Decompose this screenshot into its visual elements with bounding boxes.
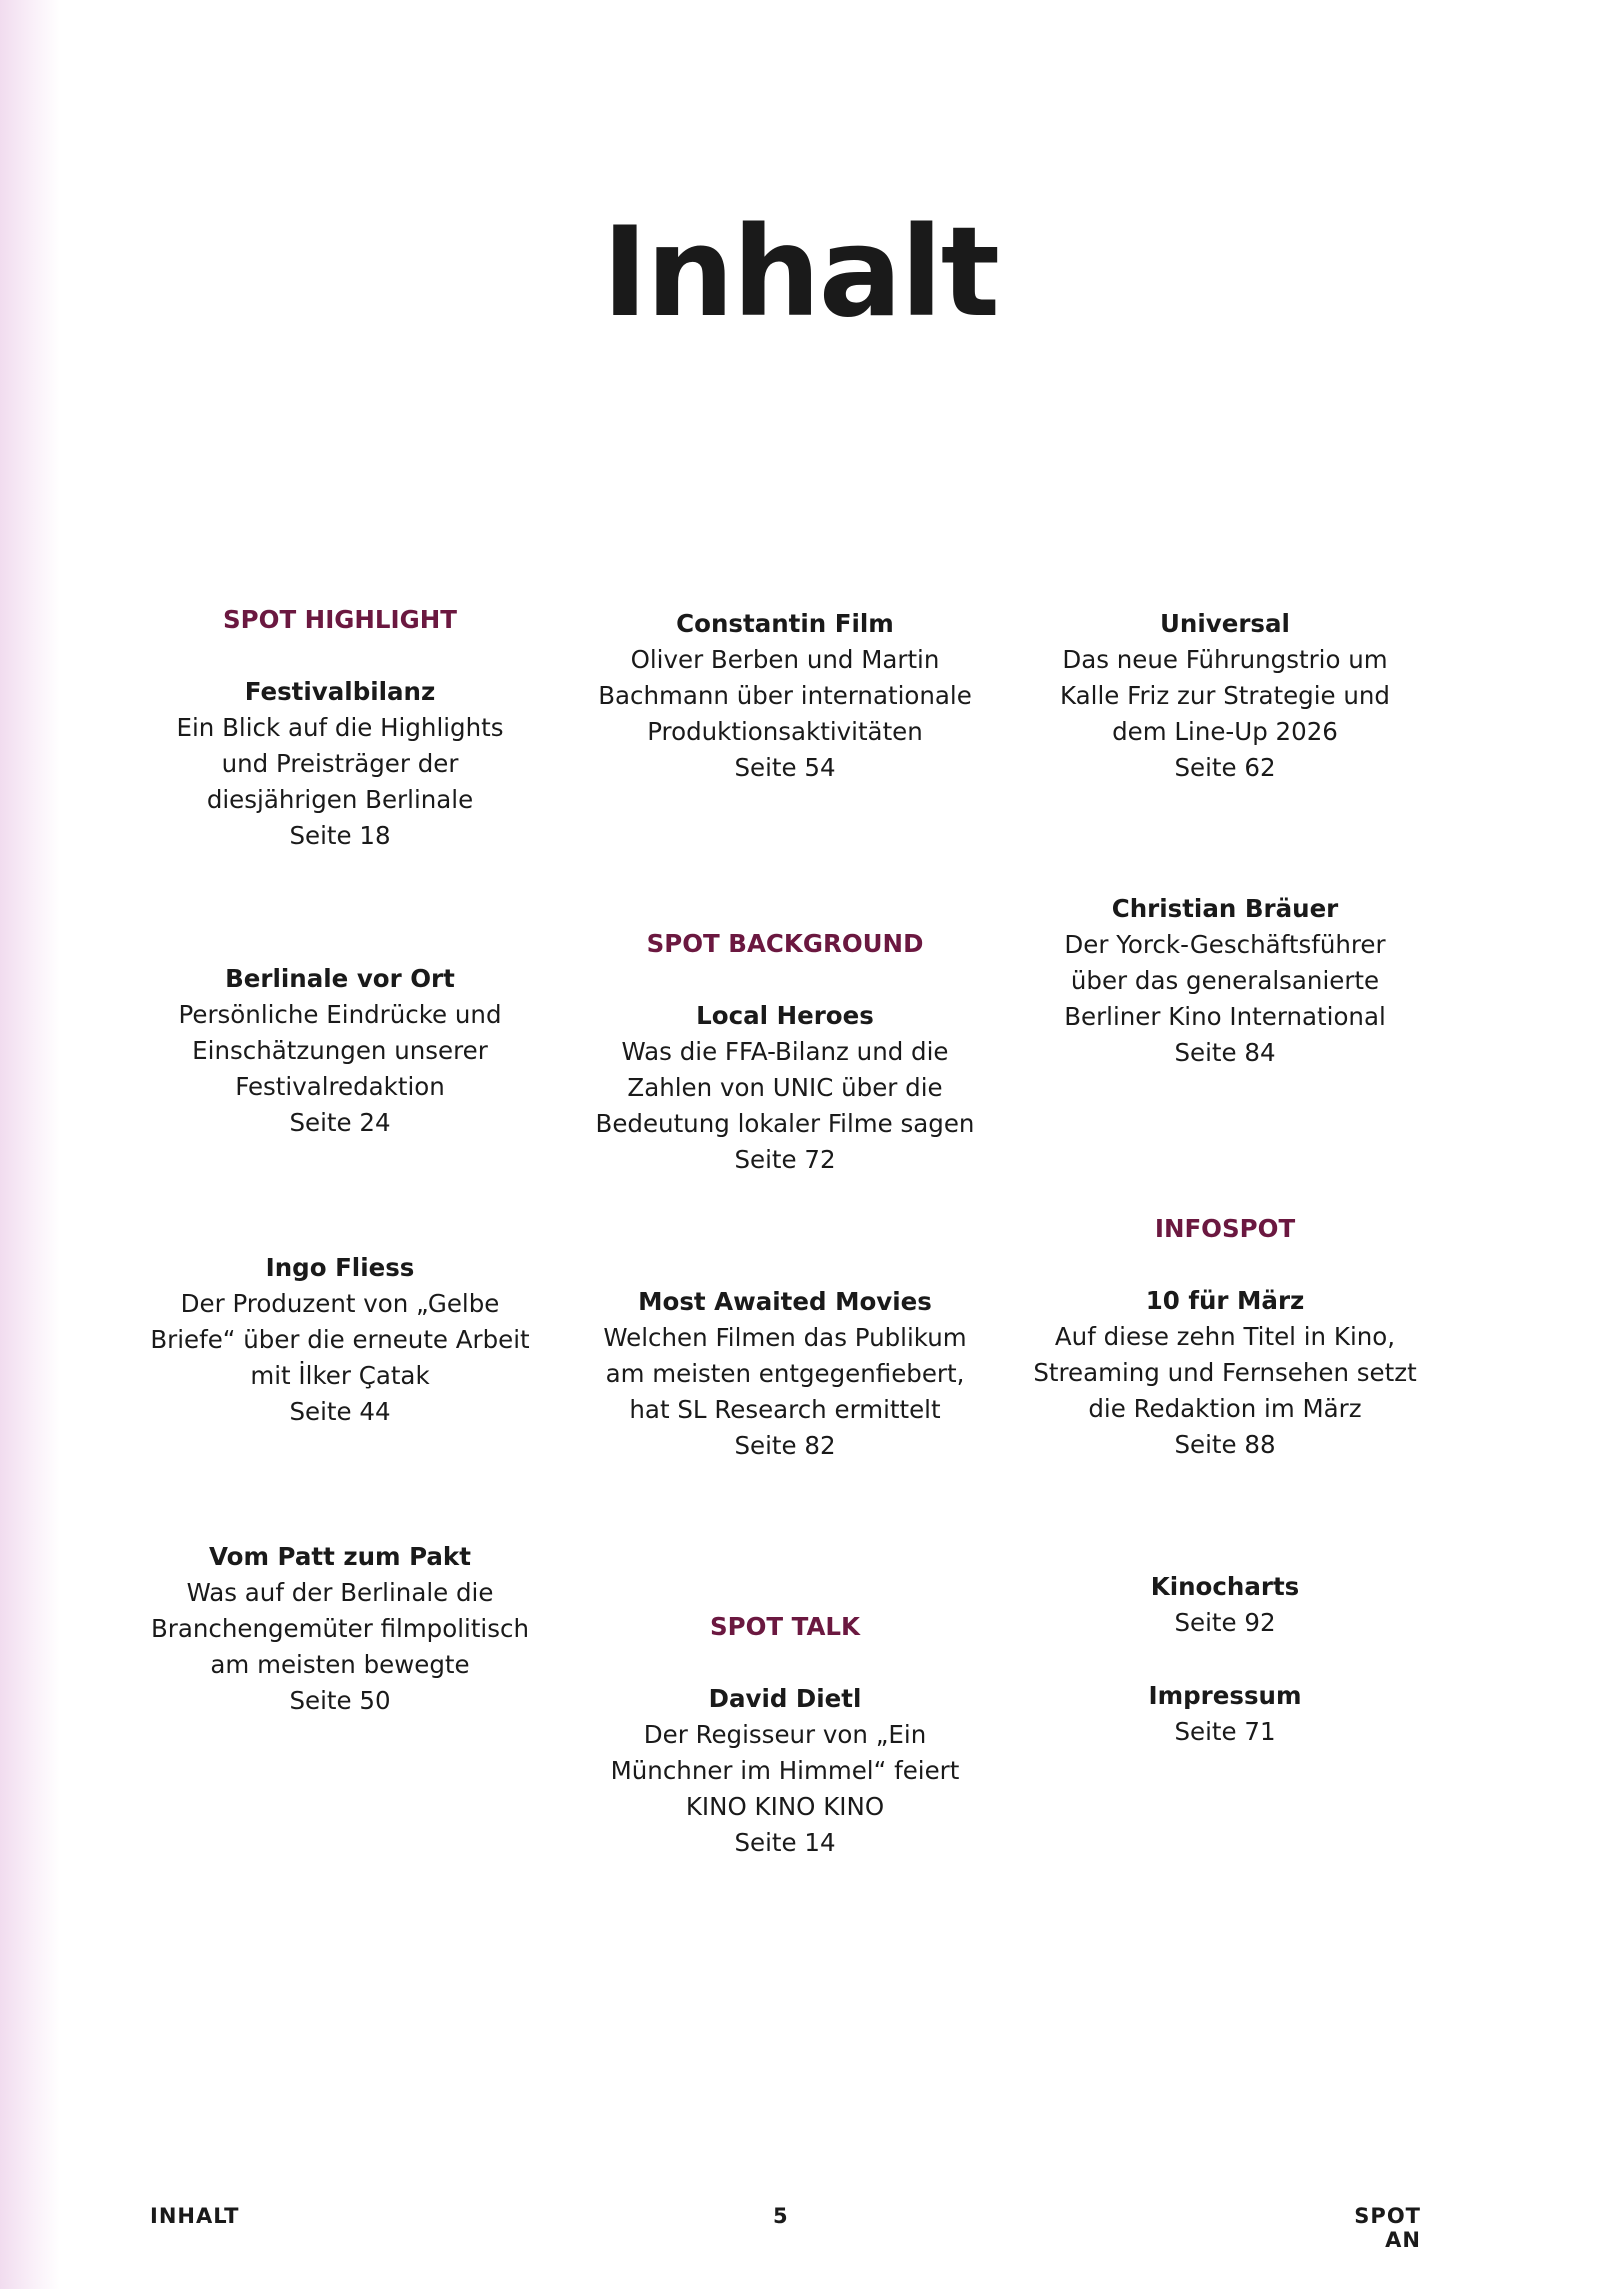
- entry-title: Most Awaited Movies: [638, 1287, 932, 1316]
- entry-description-line: Streaming und Fernsehen setzt: [1033, 1358, 1417, 1387]
- entry-title: Berlinale vor Ort: [225, 964, 455, 993]
- entry-description-line: Festivalredaktion: [235, 1072, 445, 1101]
- toc-entry: [1005, 606, 1445, 786]
- section-heading: SPOT BACKGROUND: [646, 929, 924, 958]
- entry-description-line: Der Yorck-Geschäftsführer: [1064, 930, 1386, 959]
- entry-description-line: Münchner im Himmel“ feiert: [610, 1756, 960, 1785]
- entry-page: Seite 62: [1174, 753, 1276, 782]
- section-heading: SPOT HIGHLIGHT: [223, 605, 457, 634]
- entry-description-line: KINO KINO KINO: [685, 1792, 885, 1821]
- entry-description-line: Oliver Berben und Martin: [630, 645, 940, 674]
- entry-title: Festivalbilanz: [244, 677, 436, 706]
- entry-description-line: dem Line-Up 2026: [1112, 717, 1338, 746]
- entry-page: Seite 82: [734, 1431, 836, 1460]
- entry-page: Seite 44: [289, 1397, 391, 1426]
- entry-description-line: diesjährigen Berlinale: [206, 785, 474, 814]
- toc-entry: [565, 606, 1005, 786]
- toc-entry: [120, 602, 560, 854]
- toc-entry: [120, 1250, 560, 1430]
- toc-entry: [1005, 1569, 1445, 1641]
- entry-description-line: Kalle Friz zur Strategie und: [1060, 681, 1390, 710]
- section-heading: INFOSPOT: [1154, 1214, 1296, 1243]
- toc-entry: [120, 1539, 560, 1719]
- toc-entry: [565, 926, 1005, 1178]
- entry-description-line: Branchengemüter filmpolitisch: [150, 1614, 529, 1643]
- toc-entry: [565, 1284, 1005, 1464]
- entry-title: Ingo Fliess: [265, 1253, 415, 1282]
- footer-section-label: INHALT: [150, 2204, 240, 2228]
- entry-description-line: Persönliche Eindrücke und: [178, 1000, 502, 1029]
- entry-title: Universal: [1160, 609, 1290, 638]
- entry-title: Constantin Film: [676, 609, 894, 638]
- entry-title: Impressum: [1148, 1681, 1302, 1710]
- section-heading: SPOT TALK: [709, 1612, 861, 1641]
- entry-page: Seite 24: [289, 1108, 391, 1137]
- footer-magazine-name: SPOT AN: [1354, 2204, 1421, 2252]
- entry-description-line: Der Regisseur von „Ein: [643, 1720, 927, 1749]
- entry-page: Seite 14: [734, 1828, 836, 1857]
- entry-page: Seite 88: [1174, 1430, 1276, 1459]
- toc-entry: [1005, 891, 1445, 1071]
- entry-description-line: Bachmann über internationale: [598, 681, 972, 710]
- entry-title: 10 für März: [1145, 1286, 1305, 1315]
- entry-description-line: Was die FFA-Bilanz und die: [621, 1037, 949, 1066]
- entry-page: Seite 71: [1174, 1717, 1276, 1746]
- entry-description-line: hat SL Research ermittelt: [629, 1395, 941, 1424]
- entry-description-line: mit İlker Çatak: [250, 1361, 430, 1390]
- footer-page-number: 5: [773, 2204, 789, 2228]
- entry-description-line: Auf diese zehn Titel in Kino,: [1054, 1322, 1396, 1351]
- entry-description-line: Was auf der Berlinale die: [186, 1578, 494, 1607]
- entry-description-line: am meisten bewegte: [210, 1650, 470, 1679]
- toc-entry: [1005, 1211, 1445, 1463]
- entry-title: Christian Bräuer: [1111, 894, 1339, 923]
- entry-page: Seite 50: [289, 1686, 391, 1715]
- toc-entry: [1005, 1678, 1445, 1750]
- entry-title: Local Heroes: [696, 1001, 874, 1030]
- entry-description-line: die Redaktion im März: [1088, 1394, 1362, 1423]
- entry-title: David Dietl: [708, 1684, 862, 1713]
- entry-description-line: Der Produzent von „Gelbe: [180, 1289, 500, 1318]
- entry-description-line: über das generalsanierte: [1070, 966, 1380, 995]
- entry-description-line: Produktionsaktivitäten: [647, 717, 923, 746]
- entry-page: Seite 92: [1174, 1608, 1276, 1637]
- toc-entry: [565, 1609, 1005, 1861]
- entry-description-line: Einschätzungen unserer: [192, 1036, 488, 1065]
- entry-description-line: Zahlen von UNIC über die: [627, 1073, 943, 1102]
- entry-page: Seite 54: [734, 753, 836, 782]
- page-title: Inhalt: [601, 201, 999, 346]
- entry-description-line: Ein Blick auf die Highlights: [176, 713, 504, 742]
- entry-description-line: Briefe“ über die erneute Arbeit: [150, 1325, 530, 1354]
- entry-description-line: Bedeutung lokaler Filme sagen: [595, 1109, 975, 1138]
- entry-title: Vom Patt zum Pakt: [209, 1542, 471, 1571]
- entry-page: Seite 84: [1174, 1038, 1276, 1067]
- entry-title: Kinocharts: [1150, 1572, 1300, 1601]
- entry-page: Seite 72: [734, 1145, 836, 1174]
- toc-entry: [120, 961, 560, 1141]
- entry-page: Seite 18: [289, 821, 391, 850]
- entry-description-line: Das neue Führungstrio um: [1062, 645, 1388, 674]
- entry-description-line: und Preisträger der: [221, 749, 459, 778]
- page-edge-tint: [0, 0, 60, 2289]
- entry-description-line: am meisten entgegenfiebert,: [605, 1359, 965, 1388]
- entry-description-line: Welchen Filmen das Publikum: [603, 1323, 967, 1352]
- entry-description-line: Berliner Kino International: [1064, 1002, 1386, 1031]
